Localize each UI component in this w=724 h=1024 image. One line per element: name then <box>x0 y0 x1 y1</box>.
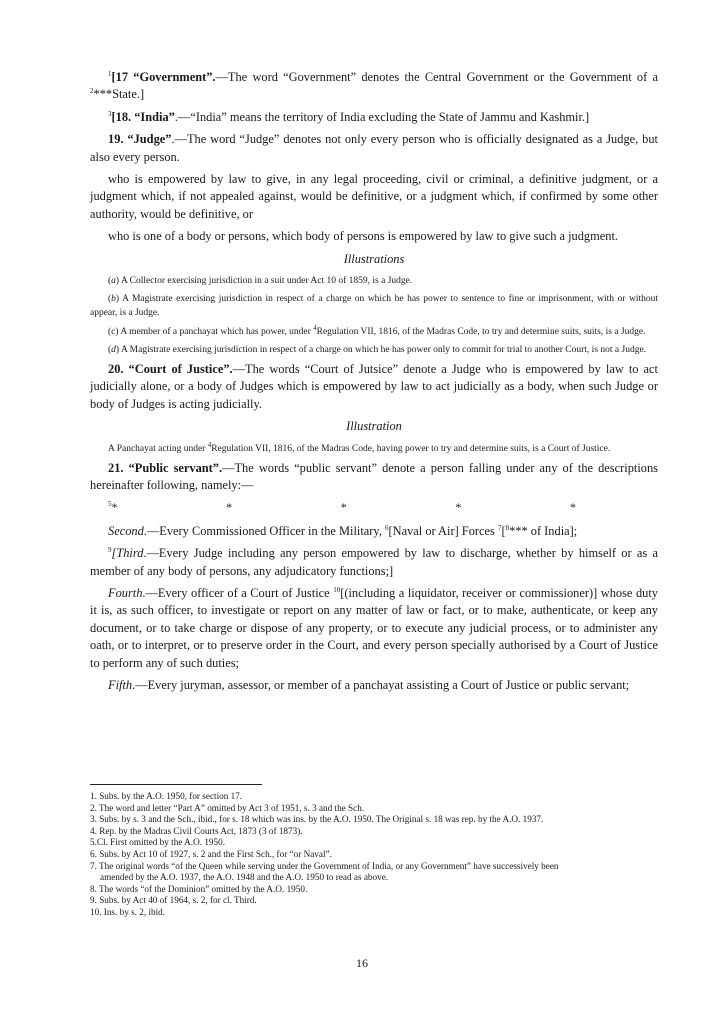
clause-label: Fifth <box>108 677 133 692</box>
illustration-label: b <box>111 294 116 305</box>
clause-text: [Naval or Air] Forces <box>388 523 498 538</box>
illustration-text: A Panchayat acting under <box>108 443 208 454</box>
section-heading: 20. “Court of Justice”. <box>108 362 233 377</box>
section-heading: 19. “Judge” <box>108 132 172 147</box>
section-21 <box>90 460 658 495</box>
illustration-title: Illustration <box>346 419 402 434</box>
section-text: —The words “Court of Jutsice” denote a Judge who is empowered by law to act judicially alone, or a body of Judges which is empowered by law to act judicially as a body, when such Judge or body of Judges is acting judicially. <box>90 362 658 411</box>
illustrations-title: Illustrations <box>343 251 405 266</box>
illustration-b: (b) A Magistrate exercising jurisdiction in respect of a charge on which he has power to sentence to fine or imprisonment, with or without appear, is a Judge. <box>90 294 658 319</box>
footnote-8: 8. The words “of the Dominion” omitted by the A.O. 1950. <box>90 883 308 894</box>
clause-text: .—Every Judge including any person empowered by law to discharge, whether by himself or as a member of any body of persons, any adjudicatory functions;] <box>90 546 658 578</box>
footnote-ref: 9 <box>108 546 112 554</box>
footnote-3: 3. Subs. by s. 3 and the Sch., ibid., for s. 18 which was ins. by the A.O. 1950. The Original s. 18 was rep. by the A.O. 1937. <box>90 814 544 825</box>
illustration-a: (a) A Collector exercising jurisdiction in a suit under Act 10 of 1859, is a Judge. <box>108 276 413 287</box>
clause-text: .—Every juryman, assessor, or member of a panchayat assisting a Court of Justice or public servant; <box>132 677 630 692</box>
section-text: .—“India” means the territory of India excluding the State of Jammu and Kashmir.] <box>174 109 590 124</box>
illustration-d: (d) A Magistrate exercising jurisdiction in respect of a charge on which he has power only to commit for trial to another Court, is not a Judge. <box>108 344 647 355</box>
footnote-ref: 8 <box>505 523 510 532</box>
section-20 <box>90 361 658 413</box>
section-heading: 21. “Public servant”. <box>108 460 223 475</box>
footnote-4: 4. Rep. by the Madras Civil Courts Act, 1873 (3 of 1873). <box>90 825 303 836</box>
footnote-ref: 1 <box>108 69 112 78</box>
footnote-1: 1. Subs. by the A.O. 1950, for section 17. <box>90 791 243 801</box>
footnote-7-continued: amended by the A.O. 1937, the A.O. 1948 and the A.O. 1950 to read as above. <box>100 872 389 883</box>
clause-label: [Third <box>111 546 144 561</box>
footnote-ref: 7 <box>497 523 502 532</box>
section-19-para-2: who is one of a body or persons, which body of persons is empowered by law to give such a judgment. <box>108 229 618 244</box>
clause-text: .—Every Commissioned Officer in the Military, <box>143 523 386 538</box>
illustration-text: A member of a panchayat which has power, under <box>118 326 314 337</box>
page-number: 16 <box>356 956 368 970</box>
clause-text: [(including a liquidator, receiver or commissioner)] whose duty it is, as such officer, to investigate or report on any matter of law or fact, or to make, authenticate, or keep any document, or to take charge or dispose of any property, or to execute any judicial process, or to administer any oath, or to interpret, or to preserve order in the Court, and every person specially authorised by a Court of Justice to perform any of such duties; <box>90 585 658 670</box>
footnote-ref: 6 <box>385 523 389 532</box>
star: * <box>340 499 347 514</box>
star: * <box>111 499 118 514</box>
body-text <box>90 69 658 699</box>
footnote-2: 2. The word and letter “Part A” omitted by Act 3 of 1951, s. 3 and the Sch. <box>90 802 365 813</box>
footnote-ref: 4 <box>313 323 317 332</box>
omission-mark <box>108 500 118 515</box>
omitted-clause-stars <box>90 500 658 515</box>
clause-label: Second <box>108 523 144 538</box>
clause-fifth <box>90 677 658 694</box>
footnote-5: 5.Cl. First omitted by the A.O. 1950. <box>90 837 226 848</box>
footnote-7: 7. The original words “of the Queen while serving under the Government of India, or any Government” have successively been <box>90 860 559 871</box>
footnote-9: 9. Subs. by Act 40 of 1964, s. 2, for cl. Third. <box>90 895 257 906</box>
footnotes <box>90 784 658 919</box>
star: * <box>226 499 233 514</box>
clause-third <box>90 545 658 580</box>
illustration-text: A Magistrate exercising jurisdiction in respect of a charge on which he has power to sentence to fine or imprisonment, with or without appear, is a Judge. <box>90 294 658 319</box>
footnote-divider <box>90 784 262 785</box>
illustration-label: a <box>111 276 116 287</box>
clause-label: Fourth <box>108 585 143 600</box>
section-19-para-1: who is empowered by law to give, in any legal proceeding, civil or criminal, a definitive judgment, or a judgment which, if not appealed against, would be definitive, or a judgment which, if confirmed by some other authority, would be definitive, or <box>90 172 658 221</box>
star: * <box>570 499 576 514</box>
section-text: —The words “public servant” denote a person falling under any of the descriptions hereinafter following, namely:— <box>90 460 658 493</box>
section-heading: [17 “Government”. <box>111 70 216 84</box>
illustration-text: A Magistrate exercising jurisdiction in respect of a charge on which he has power only to commit for trial to another Court, is not a Judge. <box>119 344 647 355</box>
illustration-text: A Collector exercising jurisdiction in a suit under Act 10 of 1859, is a Judge. <box>119 276 413 287</box>
clause-text: [ <box>501 523 506 538</box>
footnote-ref: 10 <box>333 585 341 594</box>
clause-text: .—Every officer of a Court of Justice <box>142 585 334 600</box>
illustration-label: d <box>111 344 116 355</box>
section-text: ***State.] <box>93 87 145 102</box>
footnote-ref: 3 <box>108 109 112 118</box>
section-text: —The word “Government” denotes the Central Government or the Government of a <box>215 70 658 84</box>
illustration-text: Regulation VII, 1816, of the Madras Code, having power to try and determine suits, is a Court of Justice. <box>211 443 611 454</box>
section-text: .—The word “Judge” denotes not only every person who is officially designated as a Judge, but also every person. <box>90 132 658 164</box>
footnote-10: 10. Ins. by s. 2, ibid. <box>90 906 166 917</box>
section-17 <box>90 69 658 104</box>
illustration-c <box>90 325 658 339</box>
section-19 <box>90 131 658 166</box>
illustration-text: Regulation VII, 1816, of the Madras Code, to try and determine suits, suits, is a Judge. <box>316 326 646 337</box>
section-18 <box>90 109 658 126</box>
footnote-6: 6. Subs. by Act 10 of 1927, s. 2 and the First Sch., for “or Naval”. <box>90 848 332 859</box>
clause-text: *** of India]; <box>509 523 578 538</box>
illustration-panchayat <box>90 442 658 456</box>
footnote-ref: 4 <box>207 440 212 449</box>
star: * <box>455 499 462 514</box>
clause-fourth <box>90 585 658 672</box>
footnote-ref: 2 <box>90 87 94 96</box>
footnote-ref: 5 <box>108 499 112 508</box>
illustration-label: (c) <box>108 326 119 337</box>
clause-second <box>90 523 658 540</box>
section-heading: [18. “India” <box>111 109 175 124</box>
